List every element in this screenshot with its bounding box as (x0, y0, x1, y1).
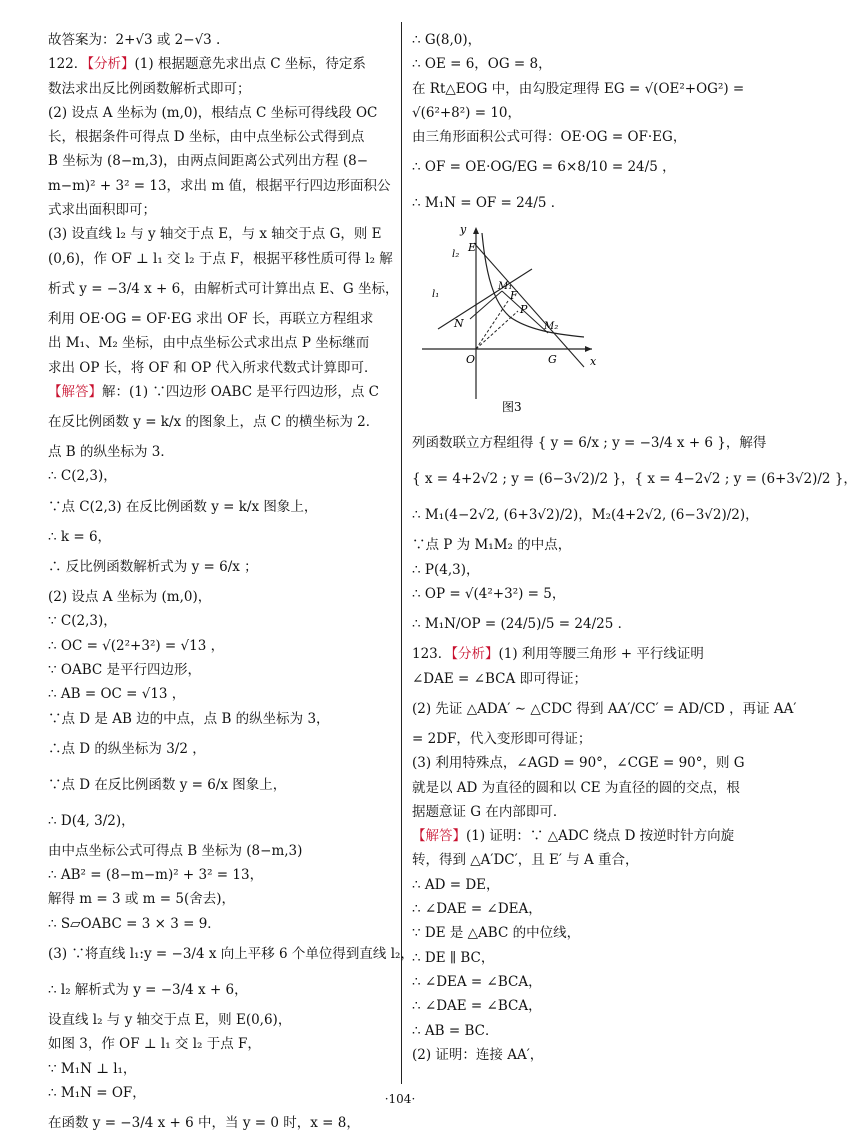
text-line: 在反比例函数 y = k/x 的图象上，点 C 的横坐标为 2． (48, 414, 380, 431)
text-line: ∵ M₁N ⊥ l₁， (48, 1060, 137, 1077)
text-line: ∴ AB = OC = √13 ， (48, 686, 186, 703)
text-line: ∵点 D 是 AB 边的中点，点 B 的纵坐标为 3， (48, 710, 330, 727)
line-l1 (438, 269, 532, 329)
text-line: 数法求出反比例函数解析式即可； (48, 80, 251, 97)
text-line: 设直线 l₂ 与 y 轴交于点 E，则 E(0,6)， (48, 1012, 292, 1029)
text-line: ∵点 D 在反比例函数 y = 6/x 图象上， (48, 776, 287, 793)
text-line: ∴ M₁(4−2√2, (6+3√2)/2)，M₂(4+2√2, (6−3√2)/2)， (412, 507, 759, 524)
label-M1: M₁ (498, 281, 513, 293)
text-line: ∴ C(2,3)， (48, 468, 117, 485)
text-line: ∴ OC = √(2²+3²) = √13 ， (48, 637, 225, 654)
label-O: O (466, 353, 476, 367)
text-line: = 2DF，代入变形即可得证； (412, 730, 592, 747)
text-line: 如图 3，作 OF ⊥ l₁ 交 l₂ 于点 F， (48, 1036, 261, 1053)
label-E: E (468, 241, 477, 255)
text-line: (3) ∵将直线 l₁:y = −3/4 x 向上平移 6 个单位得到直线 l₂， (48, 946, 414, 963)
text-line: { x = 4+2√2 ; y = (6−3√2)/2 }，{ x = 4−2√2 ; y = (6+3√2)/2 }， (412, 471, 857, 488)
label-l2: l₂ (452, 249, 460, 261)
text-line: ∴ 反比例函数解析式为 y = 6/x ； (48, 559, 258, 576)
text-line: ∴ S▱OABC = 3 × 3 = 9． (48, 915, 221, 932)
text-line: ∴ OF = OE·OG/EG = 6×8/10 = 24/5 ， (412, 159, 676, 176)
label-l1: l₁ (432, 289, 440, 301)
label-N: N (454, 317, 464, 331)
text-line: (0,6)，作 OF ⊥ l₁ 交 l₂ 于点 F，根据平移性质可得 l₂ 解 (48, 250, 393, 267)
text-line: ∴ M₁N = OF = 24/5 ． (412, 195, 565, 212)
text-line: (2) 设点 A 坐标为 (m,0)， (48, 589, 212, 606)
text-line: 转，得到 △A′DC′，且 E′ 与 A 重合， (412, 852, 639, 869)
text-line: (2) 设点 A 坐标为 (m,0)，根结点 C 坐标可得线段 OC (48, 104, 378, 121)
figure-3 (412, 221, 602, 421)
y-axis-arrow (473, 227, 479, 234)
text-line: B 坐标为 (8−m,3)，由两点间距离公式列出方程 (8− (48, 153, 369, 170)
text-line: ∵ DE 是 △ABC 的中位线， (412, 925, 581, 942)
text-line: ∵ C(2,3)， (48, 613, 117, 630)
text-line: ∴ AD = DE， (412, 876, 500, 893)
text-line: ∴点 D 的纵坐标为 3/2 ， (48, 740, 206, 757)
text-line: ∴ k = 6， (48, 528, 112, 545)
text-line: (2) 先证 △ADA′ ∼ △CDC 得到 AA′/CC′ = AD/CD ，再证 AA′ (412, 700, 797, 717)
text-line: ∴ P(4,3)， (412, 561, 480, 578)
text-line: 故答案为：2+√3 或 2−√3 . (48, 32, 221, 48)
segment-OP (476, 311, 518, 349)
page-number: ·104· (384, 1092, 416, 1106)
text-line: 析式 y = −3/4 x + 6，由解析式可计算出点 E、G 坐标， (48, 280, 399, 297)
text-line: ∴ OE = 6，OG = 8， (412, 56, 552, 73)
text-line: 列函数联立方程组得 { y = 6/x ; y = −3/4 x + 6 }，解得 (412, 435, 767, 452)
text-line: 式求出面积即可； (48, 202, 156, 219)
text-line: 解得 m = 3 或 m = 5(舍去)， (48, 891, 235, 908)
text-line: ∴ M₁N = OF， (48, 1084, 146, 1101)
text-line: ∵点 C(2,3) 在反比例函数 y = k/x 图象上， (48, 498, 318, 515)
text-line: ∴ M₁N/OP = (24/5)/5 = 24/25 ． (412, 616, 632, 633)
text-line: m−m)² + 3² = 13，求出 m 值，根据平行四边形面积公 (48, 177, 391, 194)
text-line: ∴ ∠DAE = ∠BCA， (412, 998, 542, 1015)
text-line: 长，根据条件可得点 D 坐标，由中点坐标公式得到点 (48, 129, 365, 146)
text-line: 出 M₁、M₂ 坐标，由中点坐标公式求出点 P 坐标继而 (48, 335, 370, 352)
text-line: 123．【分析】(1) 利用等腰三角形 + 平行线证明 (412, 646, 704, 663)
text-line: 【解答】(1) 证明：∵ △ADC 绕点 D 按逆时针方向旋 (412, 828, 735, 845)
text-line: ∠DAE = ∠BCA 即可得证； (412, 670, 587, 687)
text-line: ∴ D(4, 3/2)， (48, 812, 135, 829)
text-line: (3) 设直线 l₂ 与 y 轴交于点 E，与 x 轴交于点 G，则 E (48, 226, 382, 243)
text-line: ∴ DE ∥ BC， (412, 949, 495, 966)
label-G: G (548, 353, 557, 367)
text-line: 利用 OE·OG = OF·EG 求出 OF 长，再联立方程组求 (48, 310, 374, 327)
text-line: ∴ ∠DEA = ∠BCA， (412, 973, 542, 990)
text-line: (2) 证明：连接 AA′， (412, 1046, 544, 1063)
text-line: 【解答】解：(1) ∵四边形 OABC 是平行四边形，点 C (48, 383, 379, 400)
label-x: x (590, 355, 597, 369)
text-line: ∴ AB = BC． (412, 1022, 499, 1039)
text-line: ∴ l₂ 解析式为 y = −3/4 x + 6， (48, 982, 248, 999)
text-line: √(6²+8²) = 10， (412, 104, 522, 121)
label-P: P (520, 303, 528, 317)
text-line: 在函数 y = −3/4 x + 6 中，当 y = 0 时，x = 8， (48, 1115, 360, 1132)
text-line: (3) 利用特殊点，∠AGD = 90°，∠CGE = 90°，则 G (412, 755, 745, 772)
text-line: 求出 OP 长，将 OF 和 OP 代入所求代数式计算即可． (48, 359, 378, 376)
text-line: 由中点坐标公式可得点 B 坐标为 (8−m,3) (48, 842, 303, 859)
label-y: y (460, 223, 467, 237)
text-line: ∵ OABC 是平行四边形， (48, 661, 201, 678)
text-line: ∴ ∠DAE = ∠DEA， (412, 901, 542, 918)
x-axis-arrow (585, 346, 592, 352)
line-l2 (474, 243, 584, 367)
text-line: ∴ G(8,0)， (412, 32, 482, 48)
label-M2: M₂ (544, 321, 559, 333)
text-line: 122．【分析】(1) 根据题意先求出点 C 坐标，待定系 (48, 56, 366, 73)
text-line: ∴ AB² = (8−m−m)² + 3² = 13， (48, 867, 264, 884)
label-F: F (510, 289, 518, 303)
text-line: ∵点 P 为 M₁M₂ 的中点， (412, 537, 572, 554)
text-line: ∴ OP = √(4²+3²) = 5， (412, 586, 566, 603)
figure-caption: 图3 (502, 400, 522, 415)
text-line: 点 B 的纵坐标为 3． (48, 444, 174, 461)
text-line: 由三角形面积公式可得：OE·OG = OF·EG， (412, 129, 687, 146)
column-divider (401, 22, 402, 1084)
right-column (412, 28, 857, 1067)
text-line: 在 Rt△EOG 中，由勾股定理得 EG = √(OE²+OG²) = (412, 80, 745, 97)
text-line: 据题意证 G 在内部即可． (412, 803, 567, 820)
text-line: 就是以 AD 为直径的圆和以 CE 为直径的圆的交点，根 (412, 779, 740, 796)
